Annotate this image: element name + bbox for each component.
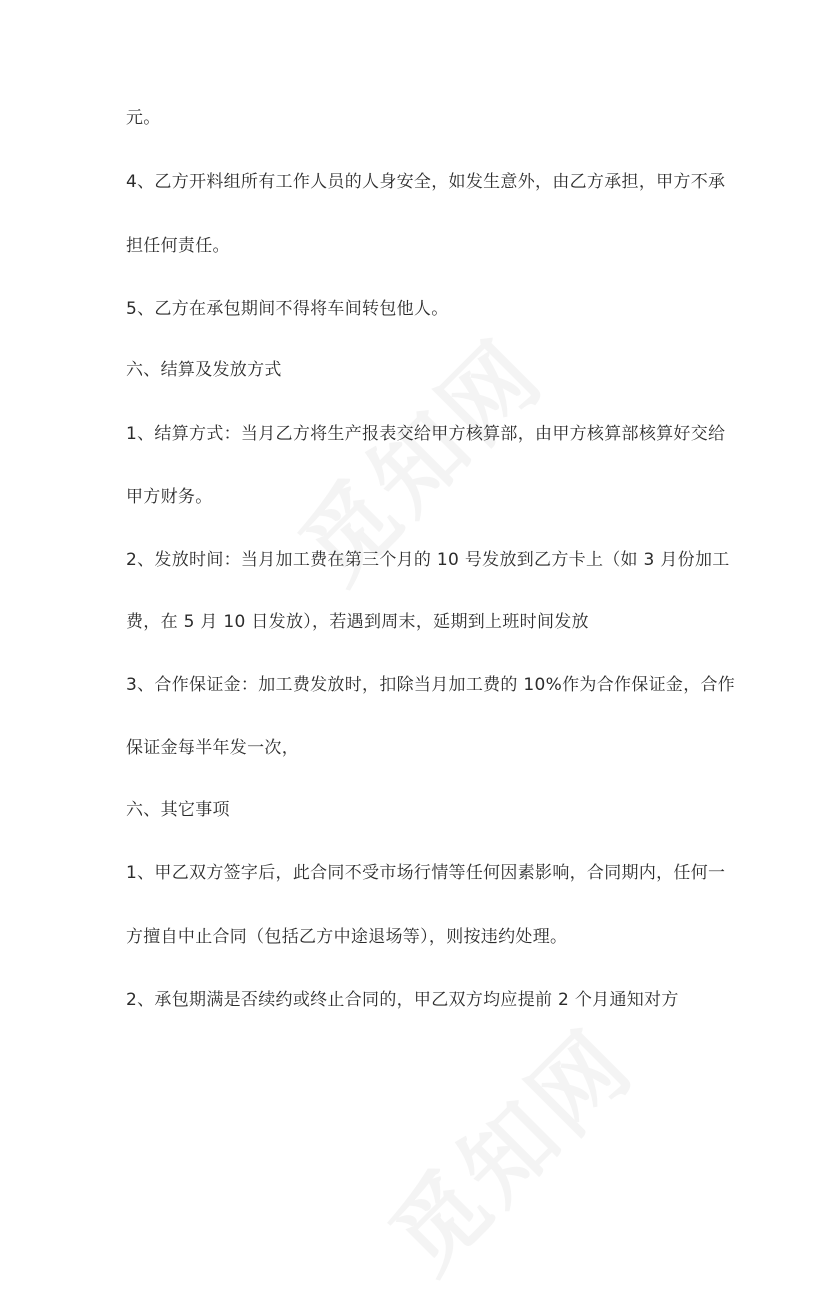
- paragraph-line: 费，在 5 月 10 日发放），若遇到周末，延期到上班时间发放: [126, 612, 589, 632]
- section-heading: 六、结算及发放方式: [126, 360, 282, 380]
- paragraph-line: 甲方财务。: [126, 487, 213, 507]
- paragraph-line: 方擅自中止合同（包括乙方中途退场等），则按违约处理。: [126, 927, 568, 947]
- paragraph-line: 3、合作保证金：加工费发放时，扣除当月加工费的 10%作为合作保证金，合作: [126, 675, 736, 695]
- paragraph-line: 2、承包期满是否续约或终止合同的，甲乙双方均应提前 2 个月通知对方: [126, 990, 679, 1010]
- paragraph-line: 1、甲乙双方签字后，此合同不受市场行情等任何因素影响，合同期内，任何一: [126, 863, 726, 883]
- watermark: [356, 995, 657, 1296]
- paragraph-line: 4、乙方开料组所有工作人员的人身安全，如发生意外，由乙方承担，甲方不承: [126, 172, 726, 192]
- paragraph-line: 1、结算方式：当月乙方将生产报表交给甲方核算部，由甲方核算部核算好交给: [126, 424, 726, 444]
- paragraph-line: 担任何责任。: [126, 236, 230, 256]
- paragraph-line: 保证金每半年发一次，: [126, 738, 299, 758]
- paragraph-line: 5、乙方在承包期间不得将车间转包他人。: [126, 299, 449, 319]
- section-heading: 六、其它事项: [126, 800, 230, 820]
- paragraph-line: 2、发放时间：当月加工费在第三个月的 10 号发放到乙方卡上（如 3 月份加工: [126, 550, 730, 570]
- paragraph-line: 元。: [126, 108, 161, 128]
